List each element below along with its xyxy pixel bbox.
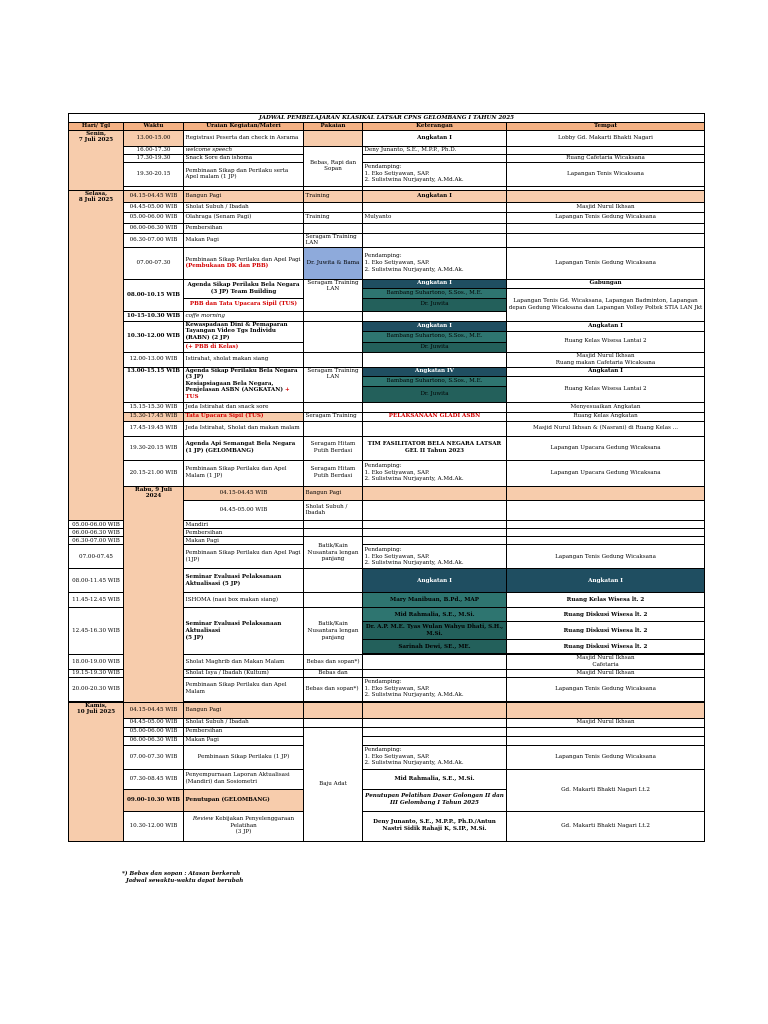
activity-cell: (+ PBB di Kelas)	[184, 342, 304, 352]
facilitator-cell: Mid Rahmalia, S.E., M.Si.	[363, 608, 507, 622]
place-cell: Lapangan Tenis Gedung Wicaksana	[507, 545, 705, 569]
activity-cell: coffe morning	[184, 311, 304, 321]
activity-cell: ISHOMA (nasi box makan siang)	[184, 593, 304, 608]
activity-cell: Makan Pagi	[184, 233, 304, 247]
attire-cell: Batik/Kain Nusantara lengan panjang	[304, 537, 363, 569]
header-place: Tempat	[507, 123, 705, 131]
escort-1: 1. Eko Setiyawan, SAP.	[364, 553, 430, 560]
activity-cell: Pembinaan Sikap Perilaku (1 JP)	[184, 745, 304, 769]
place-cell: Lapangan Tenis Wicaksana	[507, 162, 705, 186]
notes-cell	[363, 460, 507, 486]
notes-cell	[363, 545, 507, 569]
time-cell: 13.00-15.15 WIB	[124, 367, 184, 402]
place-cell: Gd. Makarti Bhakti Nagari Lt.2	[507, 811, 705, 841]
place-cell: Masjid Nurul Ikhsan	[507, 669, 705, 677]
activity-cell: Penutupan (GELOMBANG)	[184, 789, 304, 811]
escort-2: 2. Sulistwina Nurjayanty, A.Md.Ak.	[364, 266, 464, 273]
place-cell: Lapangan Upacara Gedung Wicaksana	[507, 460, 705, 486]
place-cell: Lobby Gd. Makarti Bhakti Nagari	[507, 130, 705, 146]
notes-cell: Angkatan I	[363, 569, 507, 593]
time-cell: 17.45-19.45 WIB	[124, 421, 184, 436]
facilitator-cell: Dr. Juwita	[363, 342, 507, 352]
place-cell: Masjid Nurul Ikhsan	[507, 718, 705, 727]
schedule-table	[68, 113, 705, 842]
activity-cell: Pembersihan	[184, 727, 304, 736]
notes-cell: Deny Junanto, S.E., M.P.P., Ph.D.	[363, 146, 507, 154]
escort-2: 2. Sulistwina Nurjayanty, A.Md.Ak.	[364, 760, 464, 767]
activity-cell	[184, 811, 304, 841]
place-cell: Ruang Kelas Wisesa lt. 2	[507, 593, 705, 608]
notes-cell: Mulyanto	[363, 212, 507, 223]
day-wednesday: Rabu, 9 Juli 2024	[124, 486, 184, 702]
notes-cell: Angkatan I	[363, 190, 507, 202]
facilitator-cell: Bambang Suhartono, S.Sos., M.E.	[363, 376, 507, 386]
activity-cell: Bangun Pagi	[184, 190, 304, 202]
escort-label: Pendamping:	[364, 679, 402, 686]
escort-2: 2. Sulistwina Nurjayanty, A.Md.Ak.	[364, 177, 464, 184]
escort-1: 1. Eko Setiyawan, SAP.	[364, 685, 430, 692]
activity-cell: Sholat Subuh / Ibadah	[184, 202, 304, 212]
attire-cell: Training	[304, 212, 363, 223]
place-cell: Menyesuaikan Angkatan	[507, 402, 705, 412]
activity-cell: Pembinaan Sikap Perilaku dan Apel Pagi (1JP)	[184, 545, 304, 569]
activity-cell: Pembersihan	[184, 529, 304, 537]
time-cell: 19.15-19.30 WIB	[69, 669, 124, 677]
attire-cell: Baju Adat	[304, 727, 363, 841]
place-cell	[507, 146, 705, 154]
activity-cell: Makan Pagi	[184, 537, 304, 545]
time-cell: 11.45-12.45 WIB	[69, 593, 124, 608]
activity-text: Pembinaan Sikap Perilaku dan Apel Pagi	[185, 256, 301, 263]
activity-cell: Pembinaan Sikap Perilaku dan Apel Malam	[184, 677, 304, 701]
attire-cell	[304, 130, 363, 146]
attire-cell: Seragam Training LAN	[304, 279, 363, 311]
schedule-sheet	[68, 113, 704, 842]
time-cell: 13.00-15.00	[124, 130, 184, 146]
place-cell: Ruang Cafetaria Wicaksana	[507, 154, 705, 162]
facilitator-cell: Sarinah Dewi, SE., ME.	[363, 640, 507, 654]
attire-cell: Batik/Kain Nusantara lengan panjang	[304, 608, 363, 655]
time-cell: 07.00-07.45	[69, 545, 124, 569]
place-cell	[507, 190, 705, 202]
time-cell: 20.00-20.30 WIB	[69, 677, 124, 701]
header-day: Hari/ Tgl	[69, 123, 124, 131]
escort-1: 1. Eko Setiyawan, SAP.	[364, 753, 430, 760]
day-thursday: Kamis, 10 Juli 2025	[69, 702, 124, 841]
header-notes: Keterangan	[363, 123, 507, 131]
place-cell: Lapangan Tenis Gedung Wicaksana	[507, 677, 705, 701]
header-time: Waktu	[124, 123, 184, 131]
notes-cell: Deny Junanto, S.E., M.P.P., Ph.D./Antun Nastri Sidik Rahaji K, S.IP., M.Si.	[363, 811, 507, 841]
time-cell: 04.15-04.45 WIB	[124, 190, 184, 202]
facilitator-cell: Bambang Suhartono, S.Sos., M.E.	[363, 331, 507, 342]
activity-cell: Tata Upacara Sipil (TUS)	[184, 412, 304, 421]
activity-text: Agenda Sikap Perilaku Bela Negara (3 JP) Kesiapsiagaan Bela Negara, Penjelasan ASBN (ANGKATAN)	[185, 367, 298, 394]
place-cell: Ruang Kelas Angkatan	[507, 412, 705, 421]
escort-2: 2. Sulistwina Nurjayanty, A.Md.Ak.	[364, 476, 464, 483]
place-cell: Ruang Kelas Wisesa Lantai 2	[507, 376, 705, 402]
header-attire: Pakaian	[304, 123, 363, 131]
place-cell: Masjid Nurul Ikhsan Cafetaria	[507, 655, 705, 669]
activity-cell: Agenda Sikap Perilaku Bela Negara (3 JP) Team Building	[184, 279, 304, 298]
place-cell: Lapangan Tenis Gd. Wicaksana, Lapangan Badminton, Lapangan depan Gedung Wicaksana dan Lapangan Volley Poltek STIA LAN Jkt	[507, 288, 705, 321]
facilitator-cell: Dr. Juwita	[363, 386, 507, 402]
attire-cell: Bebas dan	[304, 669, 363, 677]
time-cell: 17.30-19.30	[124, 154, 184, 162]
time-cell: 06.00-06.30 WIB	[124, 736, 184, 745]
time-cell: 06.30-07.00 WIB	[69, 537, 124, 545]
activity-cell: Pembersihan	[184, 223, 304, 233]
escort-2: 2. Sulistwina Nurjayanty, A.Md.Ak.	[364, 692, 464, 699]
place-cell: Lapangan Tenis Gedung Wicaksana	[507, 745, 705, 769]
facilitator-cell: Dr. Juwita	[363, 298, 507, 311]
escort-1: 1. Eko Setiyawan, SAP.	[364, 259, 430, 266]
activity-cell: Mandiri	[184, 521, 304, 529]
activity-cell: Snack Sore dan ishoma	[184, 154, 304, 162]
escort-label: Pendamping:	[364, 164, 402, 171]
facilitator-cell: Bambang Suhartono, S.Sos., M.E.	[363, 288, 507, 298]
header-activity: Uraian Kegiatan/Materi	[184, 123, 304, 131]
attire-cell: Bebas, Rapi dan Sopan	[304, 146, 363, 186]
place-cell: Masjid Nurul Ikhsan & (Nasrani) di Ruang Kelas ...	[507, 421, 705, 436]
notes-cell: TIM FASILITATOR BELA NEGARA LATSAR GEL II Tahun 2023	[363, 436, 507, 460]
activity-cell: Seminar Evaluasi Pelaksanaan Aktualisasi (5 JP)	[184, 569, 304, 593]
place-cell: Lapangan Tenis Gedung Wicaksana	[507, 247, 705, 279]
notes-cell: Angkatan I	[363, 279, 507, 288]
activity-cell: Pembinaan Sikap Perilaku dan Apel Malam (1 JP)	[184, 460, 304, 486]
time-cell: 12.00-13.00 WIB	[124, 352, 184, 367]
time-cell: 06.00-06.30 WIB	[69, 529, 124, 537]
activity-cell: Jeda Istirahat, Sholat dan makan malam	[184, 421, 304, 436]
place-cell: Angkatan I	[507, 321, 705, 331]
time-cell: 08.00-11.45 WIB	[69, 569, 124, 593]
notes-cell: Angkatan I	[363, 321, 507, 331]
attire-cell: Seragam Hitam Putih Berdasi	[304, 460, 363, 486]
attire-cell: Training	[304, 190, 363, 202]
time-cell: 04.45-05.00 WIB	[124, 202, 184, 212]
escort-label: Pendamping:	[364, 253, 402, 260]
place-cell: Angkatan I	[507, 569, 705, 593]
escort-label: Pendamping:	[364, 546, 402, 553]
notes-cell: Penutupan Pelatihan Dasar Golongan II dan III Gelombang I Tahun 2025	[363, 789, 507, 811]
notes-cell: Angkatan I	[363, 130, 507, 146]
time-cell: 19.30-20.15 WIB	[124, 436, 184, 460]
activity-cell	[184, 367, 304, 402]
time-cell: 04.45-05.00 WIB	[124, 718, 184, 727]
activity-cell: Seminar Evaluasi Pelaksanaan Aktualisasi (5 JP)	[184, 608, 304, 655]
attire-cell: Seragam Training	[304, 412, 363, 421]
time-cell: 10.30-12.00 WIB	[124, 321, 184, 352]
time-cell: 06.00-06.30 WIB	[124, 223, 184, 233]
notes-cell	[363, 162, 507, 186]
time-cell: 07.00-07.30	[124, 247, 184, 279]
activity-cell: Makan Pagi	[184, 736, 304, 745]
footnote-attire: *) Bebas dan sopan : Atasan berkerah	[122, 871, 241, 877]
place-cell: Ruang Diskusi Wisesa lt. 2	[507, 640, 705, 654]
escort-2: 2. Sulistwina Nurjayanty, A.Md.Ak.	[364, 560, 464, 567]
footnotes	[122, 871, 243, 885]
place-cell: Lapangan Tenis Gedung Wicaksana	[507, 212, 705, 223]
activity-cell: PBB dan Tata Upacara Sipil (TUS)	[184, 298, 304, 311]
activity-cell: Istirahat, sholat makan siang	[184, 352, 304, 367]
time-cell: 15.15-15.30 WIB	[124, 402, 184, 412]
escort-label: Pendamping:	[364, 463, 402, 470]
facilitator-cell: Dr. A.P. M.E. Tyas Wulan Wahyu Dhati, S.H., M.Si.	[363, 622, 507, 640]
time-cell: 05.00-06.00 WIB	[124, 212, 184, 223]
time-cell: 18.00-19.00 WIB	[69, 655, 124, 669]
time-cell: 15.30-17.45 WIB	[124, 412, 184, 421]
time-cell: 05.00-06.00 WIB	[69, 521, 124, 529]
activity-cell: Penyempurnaan Laporan Aktualisasi (Mandiri) dan Sosiometri	[184, 769, 304, 789]
time-cell: 10.30-12.00 WIB	[124, 811, 184, 841]
activity-cell: Pembinaan Sikap dan Perilaku serta Apel malam (1 JP)	[184, 162, 304, 186]
place-cell: Masjid Nurul Ikhsan	[507, 202, 705, 212]
activity-cell: Kewaspadaan Dini & Pemaparan Tayangan Video Tgs Individu (RABN) (2 JP)	[184, 321, 304, 342]
notes-cell	[363, 677, 507, 701]
attire-cell: Bebas dan sopan*)	[304, 677, 363, 701]
time-cell: 16.00-17.30	[124, 146, 184, 154]
footnote-schedule: Jadwal sewaktu-waktu dapat berubah	[126, 878, 244, 885]
escort-label: Pendamping:	[364, 747, 402, 754]
notes-cell	[363, 154, 507, 162]
activity-cell: Sholat Subuh / Ibadah	[304, 500, 363, 521]
time-cell: 12.45-16.30 WIB	[69, 608, 124, 655]
day-tuesday: Selasa, 8 Juli 2025	[69, 190, 124, 521]
activity-cell: Sholat Isya / Ibadah (Kultum)	[184, 669, 304, 677]
time-cell: 20.15-21.00 WIB	[124, 460, 184, 486]
notes-cell: Mid Rahmalia, S.E., M.Si.	[363, 769, 507, 789]
activity-cell: welcome speech	[184, 146, 304, 154]
activity-cell: Sholat Subuh / Ibadah	[184, 718, 304, 727]
attire-cell: Dr. Juwita & Bama	[304, 247, 363, 279]
schedule-title: JADWAL PEMBELAJARAN KLASIKAL LATSAR CPNS GELOMBANG I TAHUN 2025	[69, 114, 705, 123]
place-cell: Ruang Diskusi Wisesa lt. 2	[507, 622, 705, 640]
activity-cell: Bangun Pagi	[304, 486, 363, 500]
activity-cell: Sholat Maghrib dan Makan Malam	[184, 655, 304, 669]
activity-cell: Bangun Pagi	[184, 702, 304, 718]
escort-1: 1. Eko Setiyawan, SAP.	[364, 170, 430, 177]
notes-cell	[363, 247, 507, 279]
time-cell: 19.30-20.15	[124, 162, 184, 186]
notes-cell: Angkatan IV	[363, 367, 507, 376]
activity-cell	[184, 247, 304, 279]
time-cell: 05.00-06.00 WIB	[124, 727, 184, 736]
place-cell: Ruang Diskusi Wisesa lt. 2	[507, 608, 705, 622]
place-cell: Masjid Nurul Ikhsan Ruang makan Cafetaria Wicaksana	[507, 352, 705, 367]
place-cell: Gd. Makarti Bhakti Nagari Lt.2	[507, 769, 705, 811]
activity-highlight: (Pembukaan DK dan PBB)	[185, 263, 269, 270]
time-cell: 07.30-08.45 WIB	[124, 769, 184, 789]
attire-cell: Seragam Training LAN	[304, 367, 363, 402]
time-cell: 07.00-07.30 WIB	[124, 745, 184, 769]
time-cell: 08.00-10.15 WIB	[124, 279, 184, 311]
escort-1: 1. Eko Setiyawan, SAP.	[364, 469, 430, 476]
time-cell: 04.15-04.45 WIB	[124, 702, 184, 718]
attire-cell: Seragam Training LAN	[304, 233, 363, 247]
facilitator-cell: Mary Manibuan, B.Pd., MAP	[363, 593, 507, 608]
place-cell: Lapangan Upacara Gedung Wicaksana	[507, 436, 705, 460]
activity-text: Kebijakan Penyelenggaraan Pelatihan (3 JP)	[215, 816, 295, 836]
time-cell: 09.00-10.30 WIB	[124, 789, 184, 811]
place-cell: Gabungan	[507, 279, 705, 288]
activity-cell: Registrasi Peserta dan check in Asrama	[184, 130, 304, 146]
time-cell: 10-15-10.30 WIB	[124, 311, 184, 321]
time-cell: 06.30-07.00 WIB	[124, 233, 184, 247]
activity-highlight: + TUS	[185, 387, 290, 400]
activity-cell: Jeda Istirahat dan snack sore	[184, 402, 304, 412]
attire-cell: Bebas dan sopan*)	[304, 655, 363, 669]
place-cell: Angkatan I	[507, 367, 705, 376]
notes-cell: PELAKSANAAN GLADI ASBN	[363, 412, 507, 421]
notes-cell	[363, 745, 507, 769]
activity-italic: Review	[192, 816, 214, 823]
time-cell: 04.45-05.00 WIB	[184, 500, 304, 521]
day-monday: Senin, 7 Juli 2025	[69, 130, 124, 190]
activity-cell: Agenda Api Semangat Bela Negara (1 JP) (GELOMBANG)	[184, 436, 304, 460]
time-cell: 04.15-04.45 WIB	[184, 486, 304, 500]
activity-cell: Olahraga (Senam Pagi)	[184, 212, 304, 223]
place-cell: Ruang Kelas Wisesa Lantai 2	[507, 331, 705, 352]
attire-cell: Seragam Hitam Putih Berdasi	[304, 436, 363, 460]
